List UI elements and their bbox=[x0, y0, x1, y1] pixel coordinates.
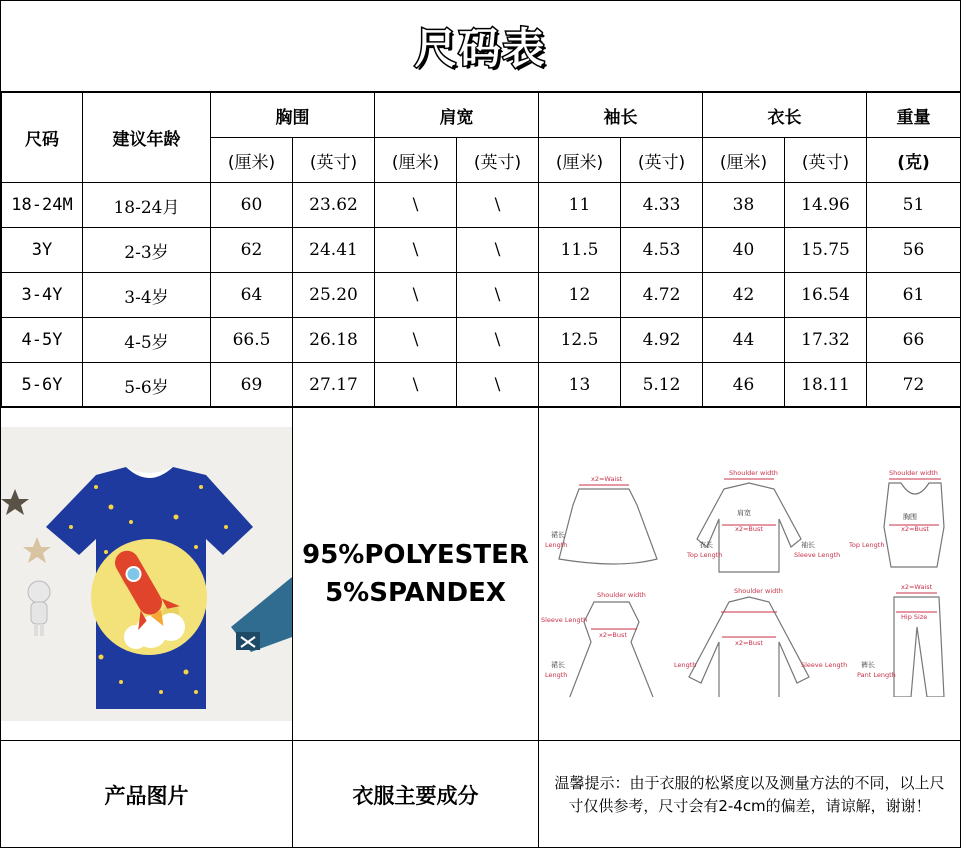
cell-weight: 61 bbox=[867, 273, 961, 318]
diagram-label: Hip Size bbox=[901, 613, 928, 621]
cell-age: 18-24月 bbox=[83, 183, 211, 228]
cell-sleeve-cm: 11.5 bbox=[539, 228, 621, 273]
cell-chest-in: 24.41 bbox=[293, 228, 375, 273]
table-header-row bbox=[2, 93, 961, 138]
diagram-label: x2=Bust bbox=[735, 639, 763, 647]
diagram-label: Length bbox=[545, 541, 568, 549]
cell-shoulder-cm: \ bbox=[375, 318, 457, 363]
cell-age: 4-5岁 bbox=[83, 318, 211, 363]
diagram-label: Sleeve Length bbox=[541, 616, 588, 624]
product-image-label: 产品图片 bbox=[104, 783, 189, 808]
composition-line: 95%POLYESTER bbox=[302, 539, 529, 570]
composition-text bbox=[293, 407, 538, 740]
measurement-diagram bbox=[539, 447, 960, 697]
cell-size: 5-6Y bbox=[2, 363, 83, 408]
cell-sleeve-cm: 12.5 bbox=[539, 318, 621, 363]
diagram-label-cn: 衣长 bbox=[699, 541, 713, 549]
unit-length-cm: (厘米) bbox=[703, 138, 785, 183]
cell-size: 3Y bbox=[2, 228, 83, 273]
cell-size: 18-24M bbox=[2, 183, 83, 228]
cell-shoulder-in: \ bbox=[457, 228, 539, 273]
cell-chest-cm: 60 bbox=[211, 183, 293, 228]
cell-chest-cm: 64 bbox=[211, 273, 293, 318]
cell-sleeve-cm: 11 bbox=[539, 183, 621, 228]
header-chest: 胸围 bbox=[211, 93, 375, 138]
size-note: 温馨提示：由于衣服的松紧度以及测量方法的不同，以上尺寸仅供参考，尺寸会有2-4cm的偏差，请谅解，谢谢！ bbox=[554, 773, 945, 815]
cell-weight: 66 bbox=[867, 318, 961, 363]
cell-shoulder-cm: \ bbox=[375, 183, 457, 228]
cell-length-in: 18.11 bbox=[785, 363, 867, 408]
table-row bbox=[2, 318, 961, 363]
cell-age: 2-3岁 bbox=[83, 228, 211, 273]
header-age: 建议年龄 bbox=[83, 93, 211, 183]
cell-chest-cm: 62 bbox=[211, 228, 293, 273]
diagram-label: Pant Length bbox=[857, 671, 896, 679]
composition-line: 5%SPANDEX bbox=[325, 577, 506, 608]
cell-chest-in: 23.62 bbox=[293, 183, 375, 228]
unit-weight-gram: (克) bbox=[867, 138, 961, 183]
skirt-sketch-icon bbox=[559, 489, 657, 564]
diagram-label: Sleeve Length bbox=[794, 551, 841, 559]
cell-weight: 56 bbox=[867, 228, 961, 273]
unit-sleeve-cm: (厘米) bbox=[539, 138, 621, 183]
diagram-label: x2=Waist bbox=[591, 475, 623, 483]
diagram-label: x2=Bust bbox=[599, 631, 627, 639]
cell-length-cm: 46 bbox=[703, 363, 785, 408]
table-row bbox=[2, 183, 961, 228]
cell-shoulder-in: \ bbox=[457, 273, 539, 318]
cell-length-cm: 38 bbox=[703, 183, 785, 228]
cell-chest-in: 27.17 bbox=[293, 363, 375, 408]
unit-sleeve-inch: (英寸) bbox=[621, 138, 703, 183]
cell-chest-cm: 69 bbox=[211, 363, 293, 408]
diagram-label: Shoulder width bbox=[729, 469, 778, 477]
diagram-label: x2=Bust bbox=[901, 525, 929, 533]
cell-size: 4-5Y bbox=[2, 318, 83, 363]
cell-chest-in: 25.20 bbox=[293, 273, 375, 318]
cell-shoulder-in: \ bbox=[457, 183, 539, 228]
cell-size: 3-4Y bbox=[2, 273, 83, 318]
cell-age: 3-4岁 bbox=[83, 273, 211, 318]
product-photo bbox=[1, 427, 292, 721]
header-sleeve: 袖长 bbox=[539, 93, 703, 138]
unit-chest-cm: (厘米) bbox=[211, 138, 293, 183]
diagram-label: x2=Bust bbox=[735, 525, 763, 533]
diagram-label: Shoulder width bbox=[597, 591, 646, 599]
cell-shoulder-in: \ bbox=[457, 318, 539, 363]
cell-sleeve-in: 4.72 bbox=[621, 273, 703, 318]
diagram-label: Sleeve Length bbox=[801, 661, 848, 669]
cell-sleeve-in: 5.12 bbox=[621, 363, 703, 408]
composition-label: 衣服主要成分 bbox=[352, 783, 479, 808]
cell-age: 5-6岁 bbox=[83, 363, 211, 408]
unit-shoulder-inch: (英寸) bbox=[457, 138, 539, 183]
header-length: 衣长 bbox=[703, 93, 867, 138]
cell-length-in: 16.54 bbox=[785, 273, 867, 318]
cell-shoulder-cm: \ bbox=[375, 273, 457, 318]
cell-length-in: 15.75 bbox=[785, 228, 867, 273]
cell-shoulder-cm: \ bbox=[375, 363, 457, 408]
cell-weight: 72 bbox=[867, 363, 961, 408]
diagram-label-cn: 袖长 bbox=[801, 541, 815, 549]
unit-shoulder-cm: (厘米) bbox=[375, 138, 457, 183]
diagram-label-cn: 裙长 bbox=[551, 661, 565, 669]
bottom-section bbox=[1, 406, 960, 848]
cell-length-cm: 42 bbox=[703, 273, 785, 318]
cell-length-cm: 40 bbox=[703, 228, 785, 273]
diagram-label: Shoulder width bbox=[734, 587, 783, 595]
unit-chest-inch: (英寸) bbox=[293, 138, 375, 183]
page-title: 尺码表 bbox=[1, 1, 960, 92]
header-weight: 重量 bbox=[867, 93, 961, 138]
cell-sleeve-in: 4.33 bbox=[621, 183, 703, 228]
diagram-label-cn: 胸围 bbox=[903, 513, 917, 521]
cell-sleeve-in: 4.53 bbox=[621, 228, 703, 273]
diagram-label-cn: 裤长 bbox=[861, 661, 875, 669]
cell-weight: 51 bbox=[867, 183, 961, 228]
diagram-label: Shoulder width bbox=[889, 469, 938, 477]
header-size: 尺码 bbox=[2, 93, 83, 183]
cell-length-cm: 44 bbox=[703, 318, 785, 363]
diagram-label: Top Length bbox=[687, 551, 723, 559]
diagram-label: Length bbox=[674, 661, 697, 669]
cell-shoulder-cm: \ bbox=[375, 228, 457, 273]
header-shoulder: 肩宽 bbox=[375, 93, 539, 138]
diagram-label: Top Length bbox=[849, 541, 885, 549]
diagram-label: x2=Waist bbox=[901, 583, 933, 591]
cell-length-in: 17.32 bbox=[785, 318, 867, 363]
cell-sleeve-in: 4.92 bbox=[621, 318, 703, 363]
unit-length-inch: (英寸) bbox=[785, 138, 867, 183]
cell-chest-cm: 66.5 bbox=[211, 318, 293, 363]
diagram-label-cn: 裙长 bbox=[551, 531, 565, 539]
cell-shoulder-in: \ bbox=[457, 363, 539, 408]
cell-sleeve-cm: 13 bbox=[539, 363, 621, 408]
size-table bbox=[1, 92, 961, 408]
diagram-label: Length bbox=[545, 671, 568, 679]
table-row bbox=[2, 273, 961, 318]
cell-chest-in: 26.18 bbox=[293, 318, 375, 363]
diagram-label-cn: 肩宽 bbox=[737, 509, 751, 517]
table-row bbox=[2, 363, 961, 408]
cell-sleeve-cm: 12 bbox=[539, 273, 621, 318]
table-row bbox=[2, 228, 961, 273]
cell-length-in: 14.96 bbox=[785, 183, 867, 228]
